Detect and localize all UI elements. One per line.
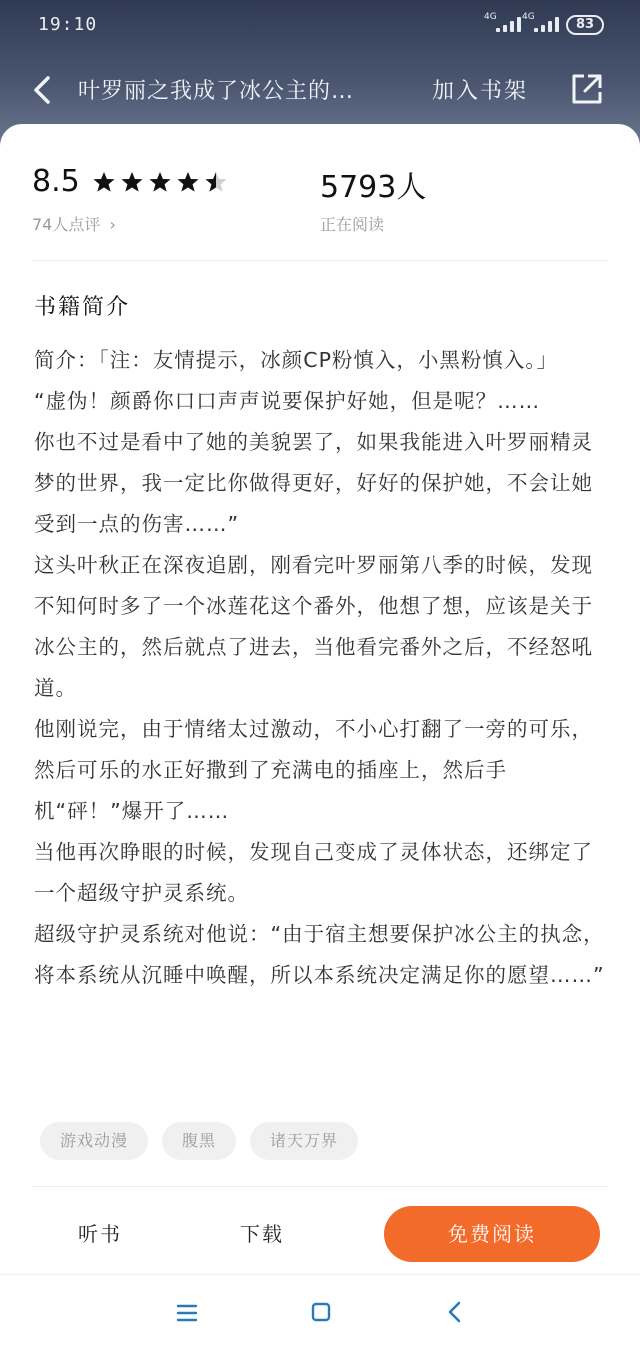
listen-button[interactable]: 听书 [78, 1222, 122, 1246]
intro-paragraph: “虚伪！颜爵你口口声声说要保护好她，但是呢？…… [34, 389, 541, 413]
add-to-shelf-button[interactable]: 加入书架 [432, 79, 529, 104]
intro-paragraph: 简介：「注：友情提示，冰颜CP粉慎入，小黑粉慎入。」 [34, 348, 559, 372]
intro-paragraph: 当他再次睁眼的时候，发现自己变成了灵体状态，还绑定了一个超级守护灵系统。 [34, 840, 593, 905]
star-icon [121, 172, 142, 192]
read-free-button[interactable]: 免费阅读 [384, 1206, 600, 1262]
divider [32, 260, 608, 261]
chevron-right-icon: › [109, 215, 116, 234]
tag-chip[interactable]: 游戏动漫 [40, 1122, 148, 1160]
star-icon [177, 172, 198, 192]
status-bar [0, 0, 640, 50]
tag-chip[interactable]: 腹黑 [162, 1122, 236, 1160]
network-type: 4G [522, 12, 535, 22]
reviews-label: 74人点评 [32, 215, 101, 234]
intro-paragraph: 这头叶秋正在深夜追剧，刚看完叶罗丽第八季的时候，发现不知何时多了一个冰莲花这个番外，他想了想，应该是关于冰公主的，然后就点了进去，当他看完番外之后，不经怒吼道。 [34, 553, 593, 700]
intro-body [34, 340, 612, 996]
reviews-link[interactable] [32, 212, 116, 235]
signal-icon [522, 14, 566, 32]
star-rating [93, 170, 233, 194]
star-icon [93, 172, 114, 192]
rating-summary [32, 164, 233, 199]
intro-paragraph: 你也不过是看中了她的美貌罢了，如果我能进入叶罗丽精灵梦的世界，我一定比你做得更好，好好的保护她，不会让她受到一点的伤害……” [34, 430, 593, 536]
star-icon [149, 172, 170, 192]
menu-icon[interactable] [176, 1303, 198, 1323]
half-star-icon [205, 172, 226, 192]
intro-heading: 书籍简介 [34, 295, 131, 320]
tag-chip[interactable]: 诸天万界 [250, 1122, 358, 1160]
book-detail-card [0, 124, 640, 1351]
tag-list [40, 1122, 358, 1160]
back-icon[interactable] [444, 1300, 466, 1324]
action-bar [0, 1194, 640, 1274]
reading-count: 5793人 [320, 170, 427, 205]
reading-label: 正在阅读 [320, 215, 385, 234]
divider [32, 1186, 608, 1187]
intro-paragraph: 他刚说完，由于情绪太过激动，不小心打翻了一旁的可乐，然后可乐的水正好撒到了充满电的插座上，然后手机“砰！”爆开了…… [34, 717, 593, 823]
rating-score: 8.5 [32, 164, 80, 199]
network-type: 4G [484, 12, 497, 22]
home-icon[interactable] [310, 1301, 332, 1323]
status-time: 19:10 [38, 14, 98, 35]
battery-icon: 83 [566, 15, 604, 35]
intro-paragraph: 超级守护灵系统对他说：“由于宿主想要保护冰公主的执念，将本系统从沉睡中唤醒，所以本系统决定满足你的愿望……” [34, 922, 605, 987]
download-button[interactable]: 下载 [240, 1222, 284, 1246]
book-title: 叶罗丽之我成了冰公主的… [78, 79, 355, 104]
back-icon[interactable] [28, 72, 56, 108]
system-navigation-bar [0, 1274, 640, 1351]
share-icon[interactable] [570, 72, 604, 106]
top-navigation [0, 60, 640, 120]
